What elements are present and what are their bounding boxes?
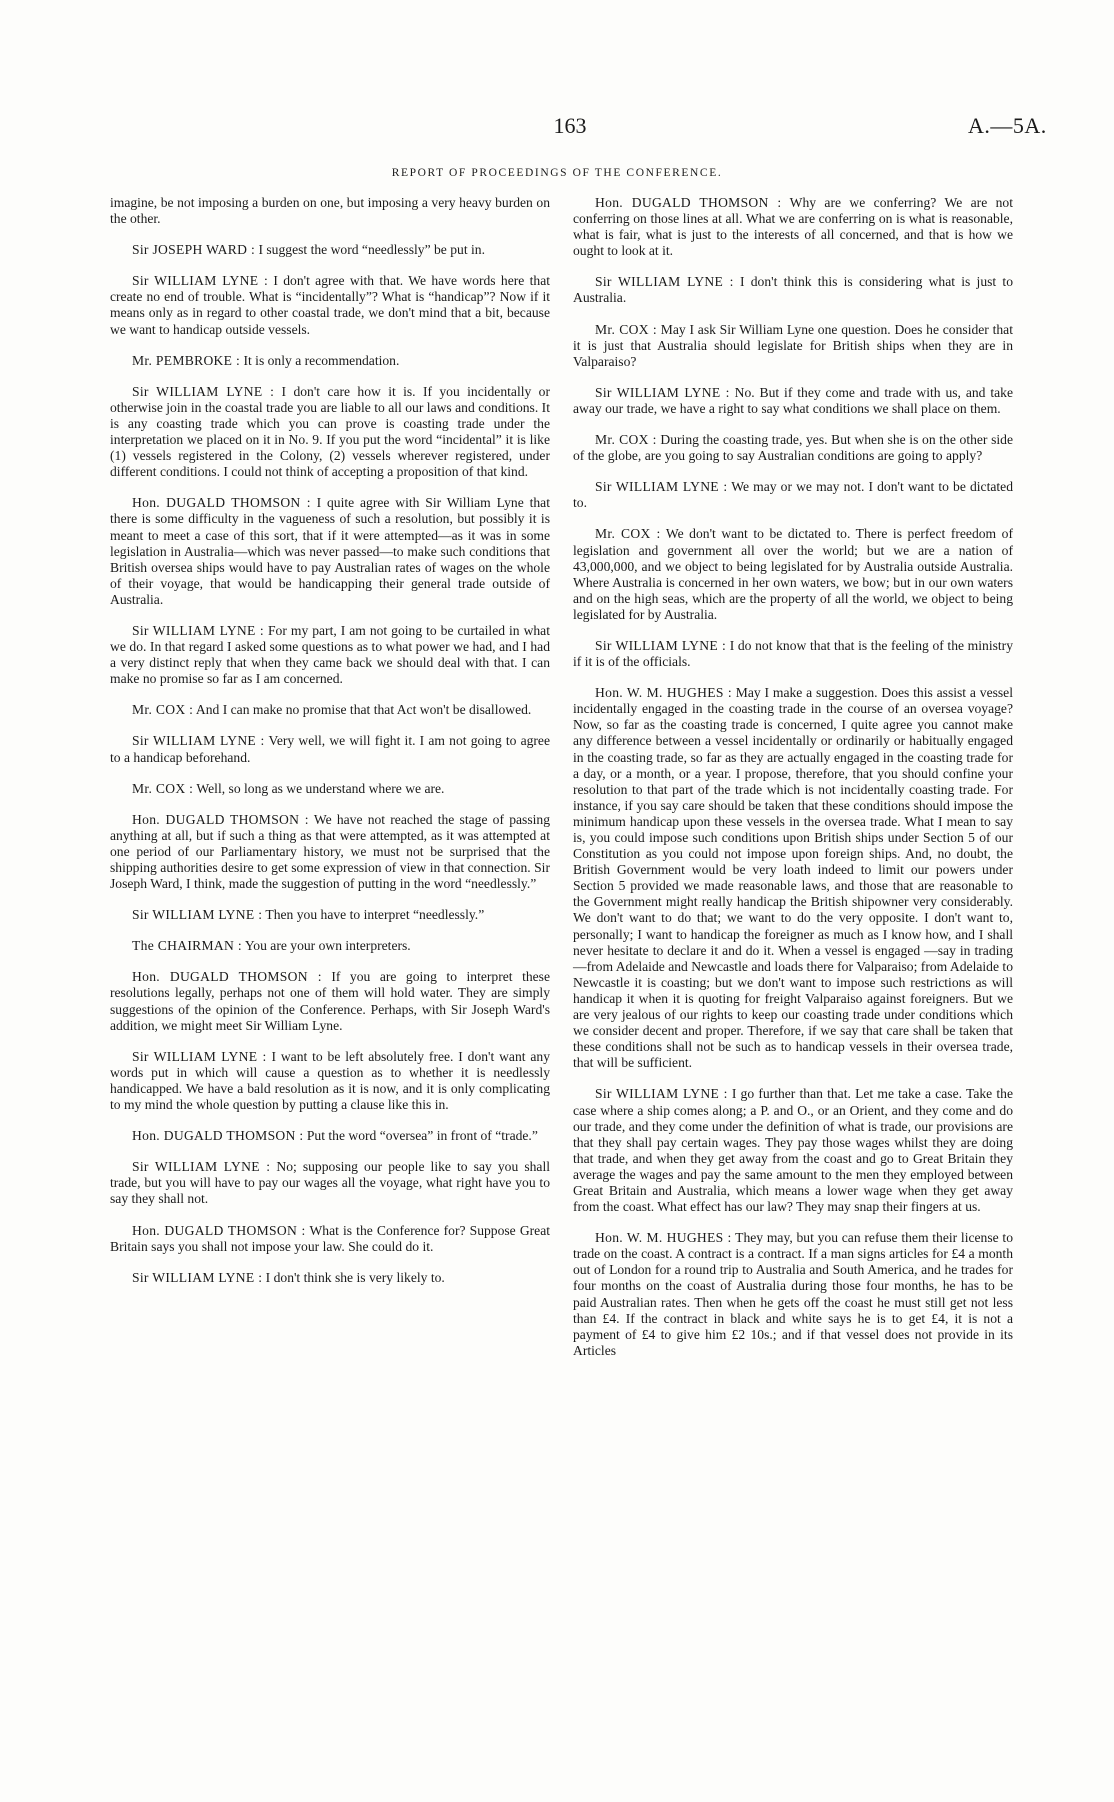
paragraph: [110, 384, 550, 481]
paragraph: [110, 702, 550, 718]
speaker-name: Sir JOSEPH WARD :: [132, 242, 256, 258]
speaker-name: Mr. COX :: [595, 432, 657, 448]
speech-text: I don't agree with that. We have words here that create no end of trouble. What is “incidentally”? What is “handicap”? Now if it means only as in regard to other coastal trade, we don't mind that a bit, because we want to handicap outside vessels.: [110, 273, 551, 337]
speaker-name: Sir WILLIAM LYNE :: [132, 273, 269, 289]
paragraph: [573, 274, 1013, 306]
paragraph: [110, 938, 550, 954]
paragraph: [573, 1086, 1013, 1215]
speaker-name: Sir WILLIAM LYNE :: [132, 383, 275, 399]
speech-text: imagine, be not imposing a burden on one, but imposing a very heavy burden on the other.: [110, 195, 550, 227]
speech-text: I suggest the word “needlessly” be put in.: [258, 242, 485, 258]
speaker-name: Sir WILLIAM LYNE :: [132, 907, 263, 923]
paragraph: [110, 969, 550, 1033]
paragraph: [573, 432, 1013, 464]
paragraph: [110, 1270, 550, 1286]
paragraph: [110, 907, 550, 923]
speaker-name: Hon. DUGALD THOMSON :: [132, 1128, 304, 1144]
speaker-name: Sir WILLIAM LYNE :: [132, 1159, 271, 1175]
speaker-name: Sir WILLIAM LYNE :: [595, 384, 730, 400]
speech-text: They may, but you can refuse them their license to trade on the coast. A contract is a contract. If a man signs articles for £4 a month out of London for a round trip to Australia and South America, and he trades for four months on the coast of Australia during those four months, he has to be paid Australian rates. Then when he gets off the coast he must still get not less than £4. If the contract in black and white says he is to get £4, it is not a payment of £4 to give him £2 10s.; and if that vessel does not provide in its Articles: [573, 1230, 1013, 1358]
speech-text: May I make a suggestion. Does this assist a vessel incidentally engaged in the coasting trade in the course of an oversea voyage? Now, so far as the coasting trade is concerned, I quite agree you cannot make any difference between a vessel incidentally or ordinarily or habitually engaged in the coasting trade, so far as they are actually engaged in the coasting trade for a day, or a month, or a year. I propose, therefore, that you should confine your resolution to that part of the trade which is not incidentally coasting trade. For instance, if you say care should be taken that these conditions should impose the minimum handicap upon these vessels in the oversea trade. What I mean to say is, you could impose such conditions upon British ships under Section 5 of our Constitution as you could not impose upon foreign ships. And, no doubt, the British Government would be very loath indeed to limit our powers under Section 5 provided we made reasonable laws, and those that are reasonable to the Government might really handicap the British shipowner very considerably. We don't want to do that; we want to do the very opposite. I don't want to, personally; I want to handicap the foreigner as much as I know how, and I shall never hesitate to declare it and do it. When a vessel is engaged —say in trading—from Adelaide and Newcastle and loads there for Valparaiso; from Adelaide to Newcastle it is coasting; but we don't want to impose such restrictions as will handicap it when it is quoting for freight Valparaiso against foreigners. But we are very jealous of our rights to keep our coasting trade under conditions which we consider decent and proper. Therefore, if we say that care shall be taken that these conditions shall not be such as to handicap vessels in their oversea trade, that will be sufficient.: [573, 685, 1013, 1071]
speaker-name: Mr. COX :: [595, 526, 661, 542]
speech-text: I go further than that. Let me take a case. Take the case where a ship comes along; a P. and O., or an Orient, and they come and do our trade, and they come under the definition of what is trade, our provisions are that they shall pay certain wages. They pay those wages whilst they are doing that trade, and when they get away from the coast and go to Great Britain they average the wages and pay the same amount to the men they employed between Great Britain and Australia, which means a lower wage when they get away from the coast. What effect has our law? They may snap their fingers at us.: [573, 1086, 1013, 1215]
speech-text: I don't care how it is. If you incidentally or otherwise join in the coastal trade you are liable to all our laws and conditions. It is any coasting trade which you can prove is coasting trade under the interpretation we placed on it in No. 9. If you put the word “incidental” it is like (1) vessels registered in the Colony, (2) vessels wherever registered, under different conditions. I could not think of accepting a proposition of that kind.: [110, 383, 550, 480]
running-title: REPORT OF PROCEEDINGS OF THE CONFERENCE.: [391, 167, 723, 179]
paragraph: [110, 242, 550, 258]
paragraph: [110, 273, 550, 337]
speaker-name: Sir WILLIAM LYNE :: [595, 1086, 728, 1102]
speaker-name: Sir WILLIAM LYNE :: [595, 274, 734, 290]
document-reference: A.—5A.: [968, 113, 1047, 138]
speaker-name: Hon. DUGALD THOMSON :: [132, 811, 309, 827]
speaker-name: Sir WILLIAM LYNE :: [132, 622, 265, 638]
paragraph: [110, 623, 550, 687]
speech-text: May I ask Sir William Lyne one question. Does he consider that it is just that Australia should legislate for British ships when they are in Valparaiso?: [573, 321, 1013, 369]
speech-text: Then you have to interpret “needlessly.”: [265, 907, 485, 923]
paragraph: [110, 812, 550, 892]
paragraph: [573, 479, 1013, 511]
speaker-name: Sir WILLIAM LYNE :: [132, 1269, 263, 1285]
paragraph: [573, 195, 1013, 259]
speech-text: Why are we conferring? We are not conferring on those lines at all. What we are conferring on is what is reasonable, what is fair, what is just to the interests of all concerned, and that is how we ought to look at it.: [573, 195, 1013, 259]
speech-text: I don't think this is considering what is just to Australia.: [573, 274, 1013, 306]
speech-text: I want to be left absolutely free. I don't want any words put in which will cause a question as to whether it is needlessly handicapped. We have a bald resolution as it is now, and it is only complicating to my mind the whole question by putting a clause like this in.: [110, 1048, 551, 1113]
paragraph: [573, 1230, 1013, 1359]
left-column: [110, 195, 550, 1301]
paragraph: [110, 353, 550, 369]
speech-text: What is the Conference for? Suppose Great Britain says you shall not impose your law. She could do it.: [110, 1222, 551, 1254]
speaker-name: Hon. DUGALD THOMSON :: [132, 1222, 306, 1238]
speaker-name: Mr. COX :: [132, 702, 194, 718]
speaker-name: The CHAIRMAN :: [132, 938, 242, 954]
speech-text: I do not know that that is the feeling of the ministry if it is of the officials.: [573, 637, 1013, 670]
speech-text: And I can make no promise that that Act won't be disallowed.: [195, 702, 532, 718]
paragraph: [110, 1159, 550, 1207]
speech-text: I quite agree with Sir William Lyne that there is some difficulty in the vagueness of such a resolution, but possibly it is meant to meet a case of this sort, that if it were attempted—as it was in some legislation in Australia—which was never passed—to make such conditions that British oversea ships would have to pay Australian rates of wages on the whole of their voyage, that would be handicapping their general trade outside of Australia.: [110, 495, 550, 607]
speech-text: You are your own interpreters.: [244, 938, 411, 954]
paragraph: [110, 1128, 550, 1144]
speech-text: No. But if they come and trade with us, and take away our trade, we have a right to say what conditions we shall place on them.: [573, 384, 1014, 416]
paragraph: [573, 322, 1013, 370]
speaker-name: Hon. W. M. HUGHES :: [595, 685, 732, 701]
speaker-name: Sir WILLIAM LYNE :: [132, 733, 265, 749]
speaker-name: Hon. DUGALD THOMSON :: [132, 969, 322, 985]
paragraph: [573, 685, 1013, 1071]
paragraph: [110, 1223, 550, 1255]
speaker-name: Sir WILLIAM LYNE :: [132, 1048, 267, 1064]
speech-text: We don't want to be dictated to. There is perfect freedom of legislation and government all over the world; but we are a nation of 43,000,000, and we object to being legislated for by Australia outside Australia. Where Australia is concerned in her own waters, we bow; but in our own waters and on the high seas, which are the property of all the world, we object to being legislated for by Australia.: [573, 526, 1013, 622]
paragraph: [110, 781, 550, 797]
paragraph: [110, 1049, 550, 1113]
speech-text: No; supposing our people like to say you shall trade, but you will have to pay our wages all the voyage, what right have you to say they shall not.: [110, 1159, 550, 1207]
paragraph: [573, 638, 1013, 670]
speaker-name: Mr. COX :: [595, 321, 657, 337]
speaker-name: Sir WILLIAM LYNE :: [595, 637, 727, 653]
page-number: 163: [553, 113, 587, 138]
speech-text: Well, so long as we understand where we are.: [196, 780, 445, 796]
paragraph: [573, 385, 1013, 417]
speech-text: If you are going to interpret these resolutions legally, perhaps not one of them will hold water. They are simply suggestions of the opinion of the Conference. Perhaps, with Sir Joseph Ward's addition, we might meet Sir William Lyne.: [110, 969, 550, 1033]
speech-text: We may or we may not. I don't want to be dictated to.: [573, 479, 1014, 511]
speaker-name: Sir WILLIAM LYNE :: [595, 479, 728, 495]
paragraph: [110, 195, 550, 227]
paragraph: [110, 733, 550, 765]
speech-text: Very well, we will fight it. I am not going to agree to a handicap beforehand.: [110, 733, 550, 765]
speech-text: For my part, I am not going to be curtailed in what we do. In that regard I asked some questions as to what power we had, and I had a very distinct reply that when they came back we should deal with that. I can make no promise so far as I am concerned.: [110, 622, 550, 687]
paragraph: [110, 495, 550, 608]
right-column: [573, 195, 1013, 1374]
speaker-name: Hon. W. M. HUGHES :: [595, 1230, 732, 1246]
speech-text: I don't think she is very likely to.: [265, 1269, 445, 1285]
speech-text: Put the word “oversea” in front of “trade.”: [306, 1128, 538, 1144]
speaker-name: Mr. PEMBROKE :: [132, 352, 241, 368]
speech-text: During the coasting trade, yes. But when she is on the other side of the globe, are you going to say Australian conditions are going to apply?: [573, 432, 1013, 464]
speech-text: It is only a recommendation.: [243, 352, 400, 368]
paragraph: [573, 526, 1013, 623]
speaker-name: Mr. COX :: [132, 780, 194, 796]
speaker-name: Hon. DUGALD THOMSON :: [595, 195, 782, 210]
speech-text: We have not reached the stage of passing anything at all, but if such a thing as that were attempted, as it was attempted at one period of our Parliamentary history, we must not be surprised that the shipping authorities desire to get some expression of view in that connection. Sir Joseph Ward, I think, made the suggestion of putting in the word “needlessly.”: [110, 811, 550, 892]
speaker-name: Hon. DUGALD THOMSON :: [132, 495, 311, 511]
